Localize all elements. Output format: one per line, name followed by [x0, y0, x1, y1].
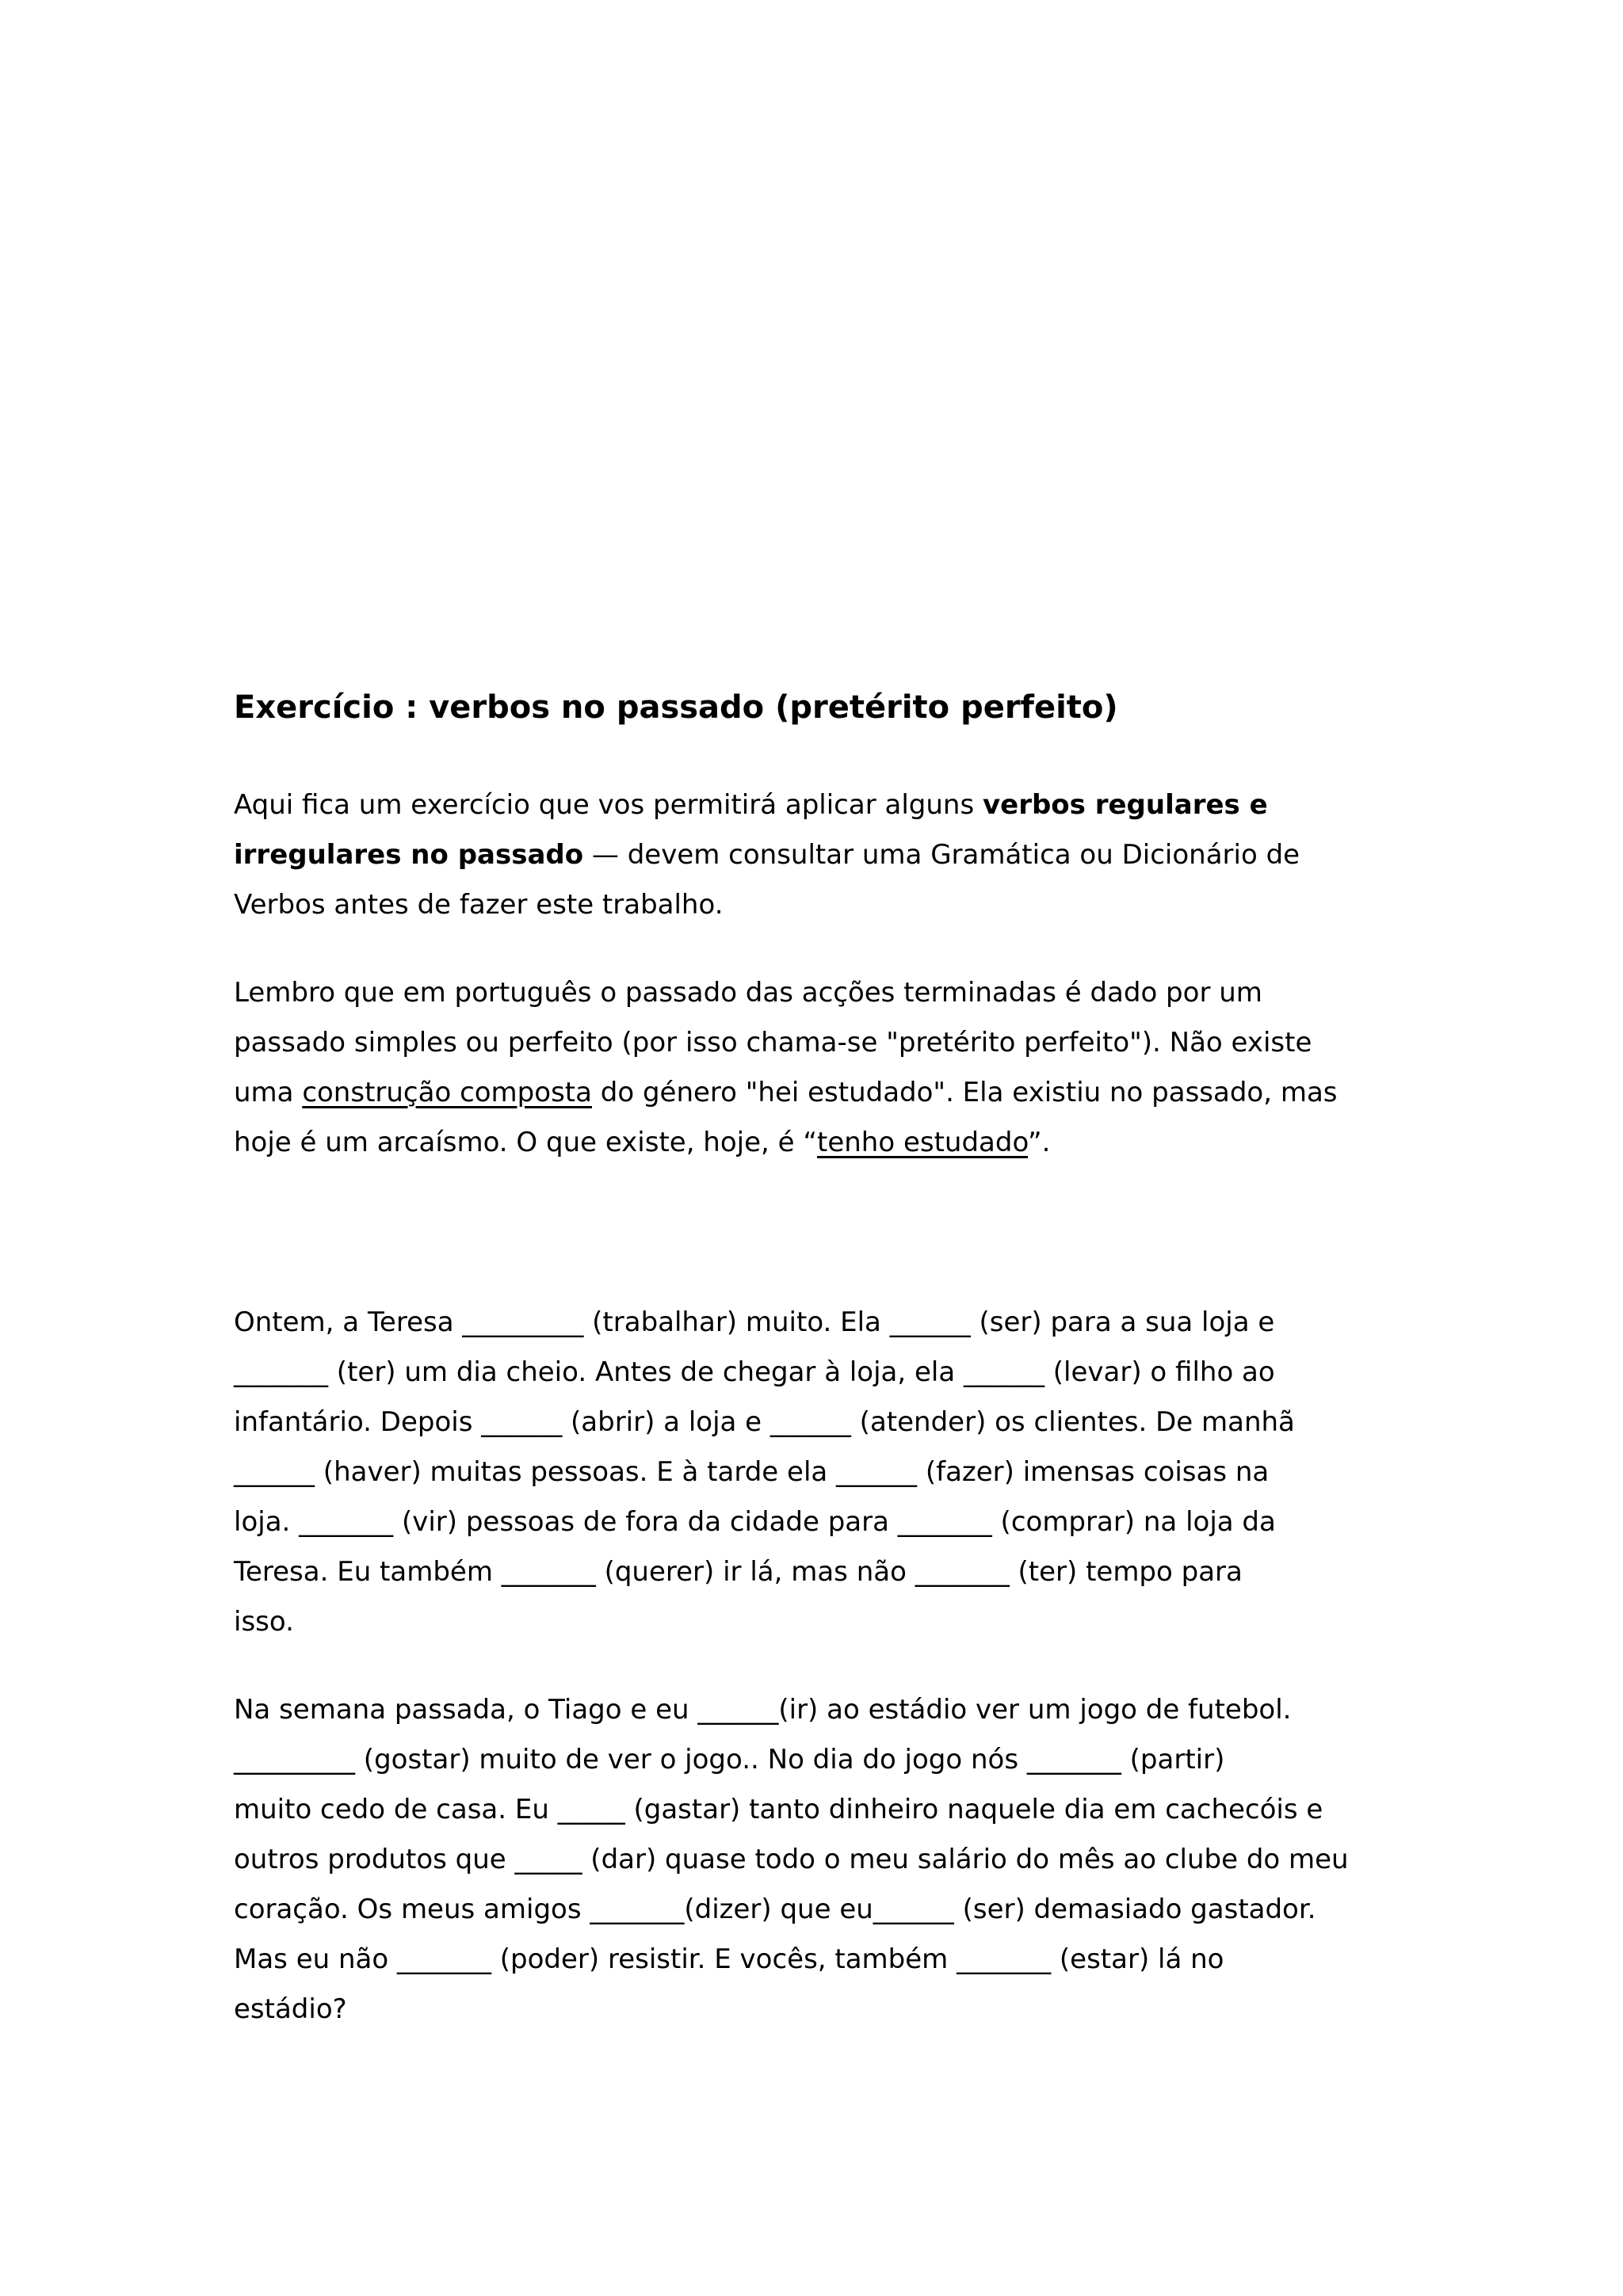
exercise1-line: Teresa. Eu também _______ (querer) ir lá, mas não _______ (ter) tempo para — [234, 1556, 1243, 1588]
document-page — [234, 685, 1423, 2035]
exercise2-line: muito cedo de casa. Eu _____ (gastar) tanto dinheiro naquele dia em cachecóis e — [234, 1794, 1323, 1825]
exercise1-line: isso. — [234, 1606, 294, 1638]
note-paragraph — [234, 968, 1423, 1168]
bold-phrase: irregulares no passado — [234, 839, 584, 871]
exercise1-line: loja. _______ (vir) pessoas de fora da cidade para _______ (comprar) na loja da — [234, 1506, 1276, 1538]
page-title: Exercício : verbos no passado (pretérito perfeito) — [234, 689, 1118, 726]
intro-line-2: irregulares no passado — devem consultar uma Gramática ou Dicionário de — [234, 839, 1300, 871]
intro-paragraph — [234, 780, 1423, 930]
exercise1-line: ______ (haver) muitas pessoas. E à tarde ela ______ (fazer) imensas coisas na — [234, 1456, 1270, 1488]
bold-phrase: verbos regulares e — [982, 789, 1268, 821]
note-line-2: passado simples ou perfeito (por isso chama-se "pretérito perfeito"). Não existe — [234, 1027, 1312, 1058]
exercise-paragraph-2 — [234, 1685, 1423, 2035]
exercise1-line: _______ (ter) um dia cheio. Antes de chegar à loja, ela ______ (levar) o filho ao — [234, 1356, 1275, 1388]
exercise-paragraph-1 — [234, 1298, 1423, 1647]
note-line-4: hoje é um arcaísmo. O que existe, hoje, é “tenho estudado”. — [234, 1127, 1051, 1158]
exercise2-line: Mas eu não _______ (poder) resistir. E vocês, também _______ (estar) lá no — [234, 1943, 1224, 1975]
exercise1-line: infantário. Depois ______ (abrir) a loja e ______ (atender) os clientes. De manhã — [234, 1406, 1295, 1438]
note-line-3: uma construção composta do género "hei estudado". Ela existiu no passado, mas — [234, 1077, 1338, 1108]
intro-line-1: Aqui fica um exercício que vos permitirá aplicar alguns verbos regulares e — [234, 789, 1268, 821]
exercise1-line: Ontem, a Teresa _________ (trabalhar) muito. Ela ______ (ser) para a sua loja e — [234, 1306, 1275, 1338]
exercise2-line: outros produtos que _____ (dar) quase todo o meu salário do mês ao clube do meu — [234, 1844, 1349, 1875]
exercise2-line: coração. Os meus amigos _______(dizer) que eu______ (ser) demasiado gastador. — [234, 1894, 1316, 1925]
link-construcao-composta[interactable]: construção composta — [302, 1077, 592, 1108]
link-tenho-estudado[interactable]: tenho estudado — [816, 1127, 1029, 1158]
note-line-1: Lembro que em português o passado das acções terminadas é dado por um — [234, 977, 1262, 1009]
intro-line-3: Verbos antes de fazer este trabalho. — [234, 889, 724, 921]
exercise2-line: Na semana passada, o Tiago e eu ______(ir) ao estádio ver um jogo de futebol. — [234, 1694, 1292, 1726]
exercise2-line: estádio? — [234, 1993, 347, 2025]
exercise2-line: _________ (gostar) muito de ver o jogo.. No dia do jogo nós _______ (partir) — [234, 1744, 1225, 1775]
